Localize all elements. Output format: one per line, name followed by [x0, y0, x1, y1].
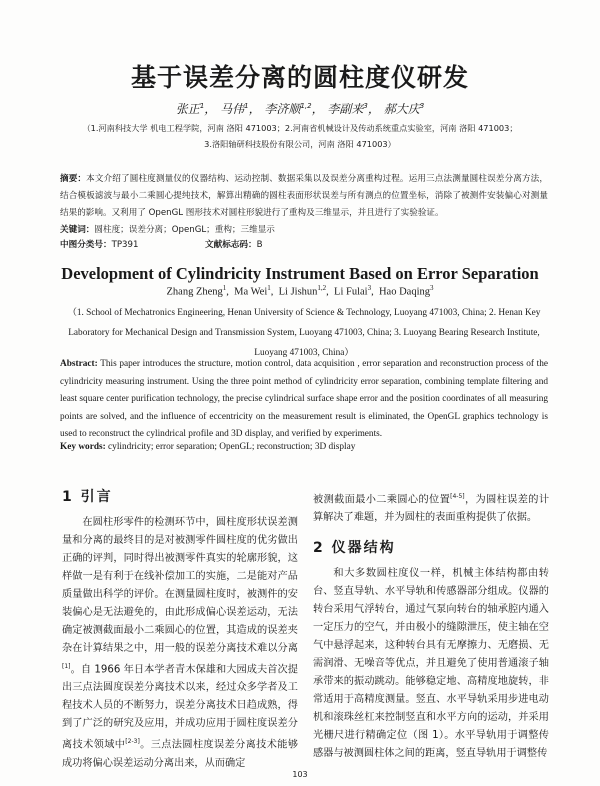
abstract-en	[60, 356, 548, 444]
author-list-en: Zhang Zheng$^1$, Ma Wei$^1$, Li Jishun$^{1,2}$, Li Fulai$^3$, Hao Daqing$^3$	[166, 284, 434, 298]
citation: [1]	[62, 663, 71, 670]
paragraph-text: 被测截面最小二乘圆心的位置	[313, 494, 451, 506]
keywords-en-label: Key words:	[60, 442, 106, 452]
abstract-en-label: Abstract:	[60, 359, 98, 369]
body-paragraph: 和大多数圆柱度仪一样，机械主体结构都由转台、竖直导轨、水平导轨和传感器部分组成。仪器的转台采用气浮转台，通过气泵向转台的轴承腔内通入一定压力的空气，并由极小的缝隙泄压，使主轴在空气中悬浮起来，这种转台具有无摩擦力、无磨损、无需润滑、无噪音等优点，并且避免了使用普通滚子轴承带来的振动跳动。能够稳定地、高精度地旋转，非常适用于高精度测量。竖直、水平导轨采用步进电动机和滚珠丝杠来控制竖直和水平方向的运动，并采用光栅尺进行精确定位（图 1）。水平导轨用于调整传感器与被测圆柱体之间的距离，竖直导轨用于调整传	[313, 568, 549, 760]
author-sup: 1	[199, 102, 205, 110]
author-name-en: Hao Daqing	[378, 286, 430, 298]
body-paragraph	[313, 488, 549, 527]
document-code-value: B	[256, 240, 263, 250]
class-number-value: TP391	[111, 240, 139, 250]
body-column-right	[313, 488, 549, 763]
affiliation-cn-line-2: 3.洛阳轴研科技股份有限公司，河南 洛阳 471003）	[204, 139, 396, 149]
author-name-cn: 郝大庆	[383, 102, 420, 116]
author-list-cn: 张正$^1$， 马伟$^1$， 李济顺$^{1,2}$， 李副来$^3$， 郝大庆$^3$	[175, 102, 425, 116]
citation: [4-5]	[450, 493, 465, 500]
keywords-en	[60, 442, 548, 452]
page-number: 103	[292, 770, 308, 779]
author-sup: 1,2	[317, 284, 327, 292]
paragraph-text: 。三点法圆柱度误差分离技术能够成功将偏心误差运动分离出来，从而确定	[62, 739, 299, 769]
author-name-en: Ma Wei	[234, 286, 268, 298]
author-sup: 1	[244, 102, 249, 110]
paper-title-en: Development of Cylindricity Instrument Based on Error Separation	[61, 264, 539, 283]
author-sup: 1	[222, 284, 227, 292]
author-name-cn: 张正	[175, 102, 200, 116]
paragraph-text: ，为圆柱误差的计算解决了难题，并为圆柱的表面重构提供了依据。	[313, 494, 550, 524]
document-code	[205, 238, 262, 250]
section-heading: 2 仪器结构	[313, 540, 396, 557]
keywords-cn-text: 圆柱度；误差分离；OpenGL；重构；三维显示	[94, 225, 275, 235]
author-sup: 1,2	[300, 102, 312, 110]
citation: [2-3]	[125, 738, 140, 746]
class-number-label: 中图分类号：	[60, 240, 112, 250]
body-paragraph	[62, 514, 298, 773]
paragraph-text: 。自 1966 年日本学者青木保雄和大园成夫首次提出三点法圆度误差分离技术以来，经过众多学者及工程技术人员的不断努力，误差分离技术日趋成熟，得到了广泛的研究及应用，并成功应用于圆柱度误差分离技术领域中	[62, 664, 298, 751]
author-sup: 1	[267, 284, 271, 292]
keywords-cn-label: 关键词：	[60, 225, 95, 235]
author-name-en: Li Jishun	[278, 286, 318, 298]
author-sup: 3	[430, 284, 434, 292]
abstract-cn-label: 摘要：	[60, 174, 87, 184]
section-heading: 1 引言	[62, 489, 113, 505]
document-code-label: 文献标志码：	[205, 240, 257, 250]
body-column-left	[62, 488, 298, 773]
affiliation-cn	[40, 120, 560, 152]
author-sup: 3	[367, 284, 372, 292]
affiliation-en: （1. School of Mechatronics Engineering, Henan University of Science & Technology, Luoyang 471003, China; 2. Henan Key Laboratory for Mechanical Design and Transmission System, Luoyang 471003, China; 3. Luoyang Bearing Research Institute, Luoyang 471003, China）	[67, 308, 541, 358]
paragraph-text: 在圆柱形零件的检测环节中，圆柱度形状误差测量和分离的最终目的是对被测零件圆柱度的优劣做出正确的评判，同时得出被测零件真实的轮廓形貌，这样做一是有利于在线补偿加工的实施，二是能对产品质量做出科学的评价。在测量圆柱度时，被测件的安装偏心是无法避免的，由此形成偏心误差运动，无法确定被测截面最小二乘圆心的位置，其造成的误差夹杂在计算结果之中，用一般的误差分离技术难以分离	[62, 517, 298, 654]
affiliation-cn-line-1: （1.河南科技大学 机电工程学院，河南 洛阳 471003；2.河南省机械设计及传动系统重点实验室，河南 洛阳 471003；	[82, 123, 518, 133]
author-sup: 3	[363, 102, 368, 110]
class-number	[60, 238, 138, 250]
author-name-en: Li Fulai	[334, 286, 368, 298]
abstract-cn-text: 本文介绍了圆柱度测量仪的仪器结构、运动控制、数据采集以及误差分离重构过程。运用三点法测量圆柱误差分离方法，结合模板滤波与最小二乘圆心提纯技术，解算出精确的圆柱表面形状误差与所有测点的位置坐标，消除了被测件安装偏心对测量结果的影响。又利用了 OpenGL 图形技术对圆柱形貌进行了重构及三维显示，并且进行了实验验证。	[60, 174, 548, 218]
author-name-cn: 李副来	[327, 102, 364, 116]
abstract-cn	[60, 171, 548, 239]
keywords-en-text: cylindricity; error separation; OpenGL; reconstruction; 3D display	[108, 442, 356, 452]
paper-title-cn: 基于误差分离的圆柱度仪研发	[130, 63, 469, 92]
author-name-cn: 马伟	[220, 102, 245, 116]
abstract-en-text: This paper introduces the structure, motion control, data acquisition , error separation and reconstruction process of the cylindricity measuring instrument. Using the three point method of cylindricity error separation, combining template filtering and least square center purification technology, the precise cylindrical surface shape error and the position coordinates of all measuring points are solved, and the influence of eccentricity on the measurement result is eliminated, the OpenGL graphics technology is used to reconstruct the cylindrical profile and 3D display, and verified by experiments.	[60, 359, 549, 440]
author-name-cn: 李济顺	[264, 102, 301, 116]
author-name-en: Zhang Zheng	[166, 286, 223, 298]
author-sup: 3	[419, 102, 425, 110]
